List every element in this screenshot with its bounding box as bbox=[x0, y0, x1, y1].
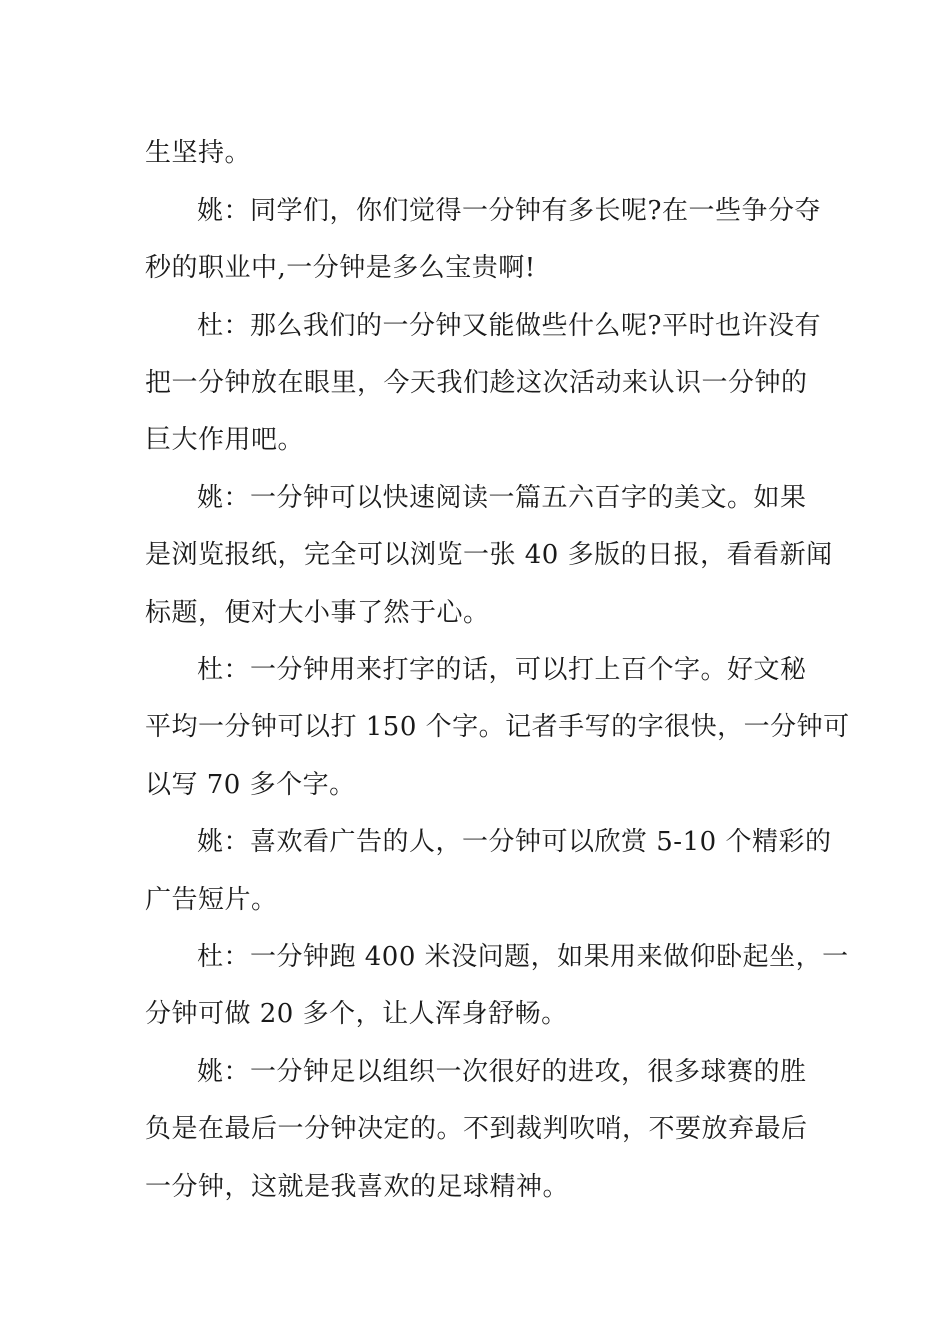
paragraph-line: 姚：同学们，你们觉得一分钟有多长呢?在一些争分夺 bbox=[197, 196, 821, 226]
paragraph-line: 姚：一分钟足以组织一次很好的进攻，很多球赛的胜 bbox=[197, 1057, 807, 1087]
paragraph-line: 姚：一分钟可以快速阅读一篇五六百字的美文。如果 bbox=[197, 483, 807, 513]
paragraph-line: 杜：一分钟用来打字的话，可以打上百个字。好文秘 bbox=[197, 655, 807, 685]
paragraph-line: 标题，便对大小事了然于心。 bbox=[145, 598, 490, 628]
paragraph-line: 生坚持。 bbox=[145, 138, 252, 168]
paragraph-line: 平均一分钟可以打 150 个字。记者手写的字很快，一分钟可 bbox=[145, 712, 850, 742]
paragraph-line: 杜：那么我们的一分钟又能做些什么呢?平时也许没有 bbox=[197, 311, 821, 341]
paragraph-line: 秒的职业中,一分钟是多么宝贵啊! bbox=[145, 253, 536, 283]
paragraph-line: 负是在最后一分钟决定的。不到裁判吹哨，不要放弃最后 bbox=[145, 1114, 808, 1144]
paragraph-line: 杜：一分钟跑 400 米没问题，如果用来做仰卧起坐，一 bbox=[197, 942, 849, 972]
paragraph-line: 广告短片。 bbox=[145, 885, 278, 915]
paragraph-line: 巨大作用吧。 bbox=[145, 425, 305, 455]
paragraph-line: 姚：喜欢看广告的人，一分钟可以欣赏 5-10 个精彩的 bbox=[197, 827, 832, 857]
paragraph-line: 一分钟，这就是我喜欢的足球精神。 bbox=[145, 1172, 570, 1202]
paragraph-line: 把一分钟放在眼里，今天我们趁这次活动来认识一分钟的 bbox=[145, 368, 808, 398]
paragraph-line: 分钟可做 20 多个，让人浑身舒畅。 bbox=[145, 999, 568, 1029]
paragraph-line: 是浏览报纸，完全可以浏览一张 40 多版的日报，看看新闻 bbox=[145, 540, 833, 570]
paragraph-line: 以写 70 多个字。 bbox=[145, 770, 356, 800]
